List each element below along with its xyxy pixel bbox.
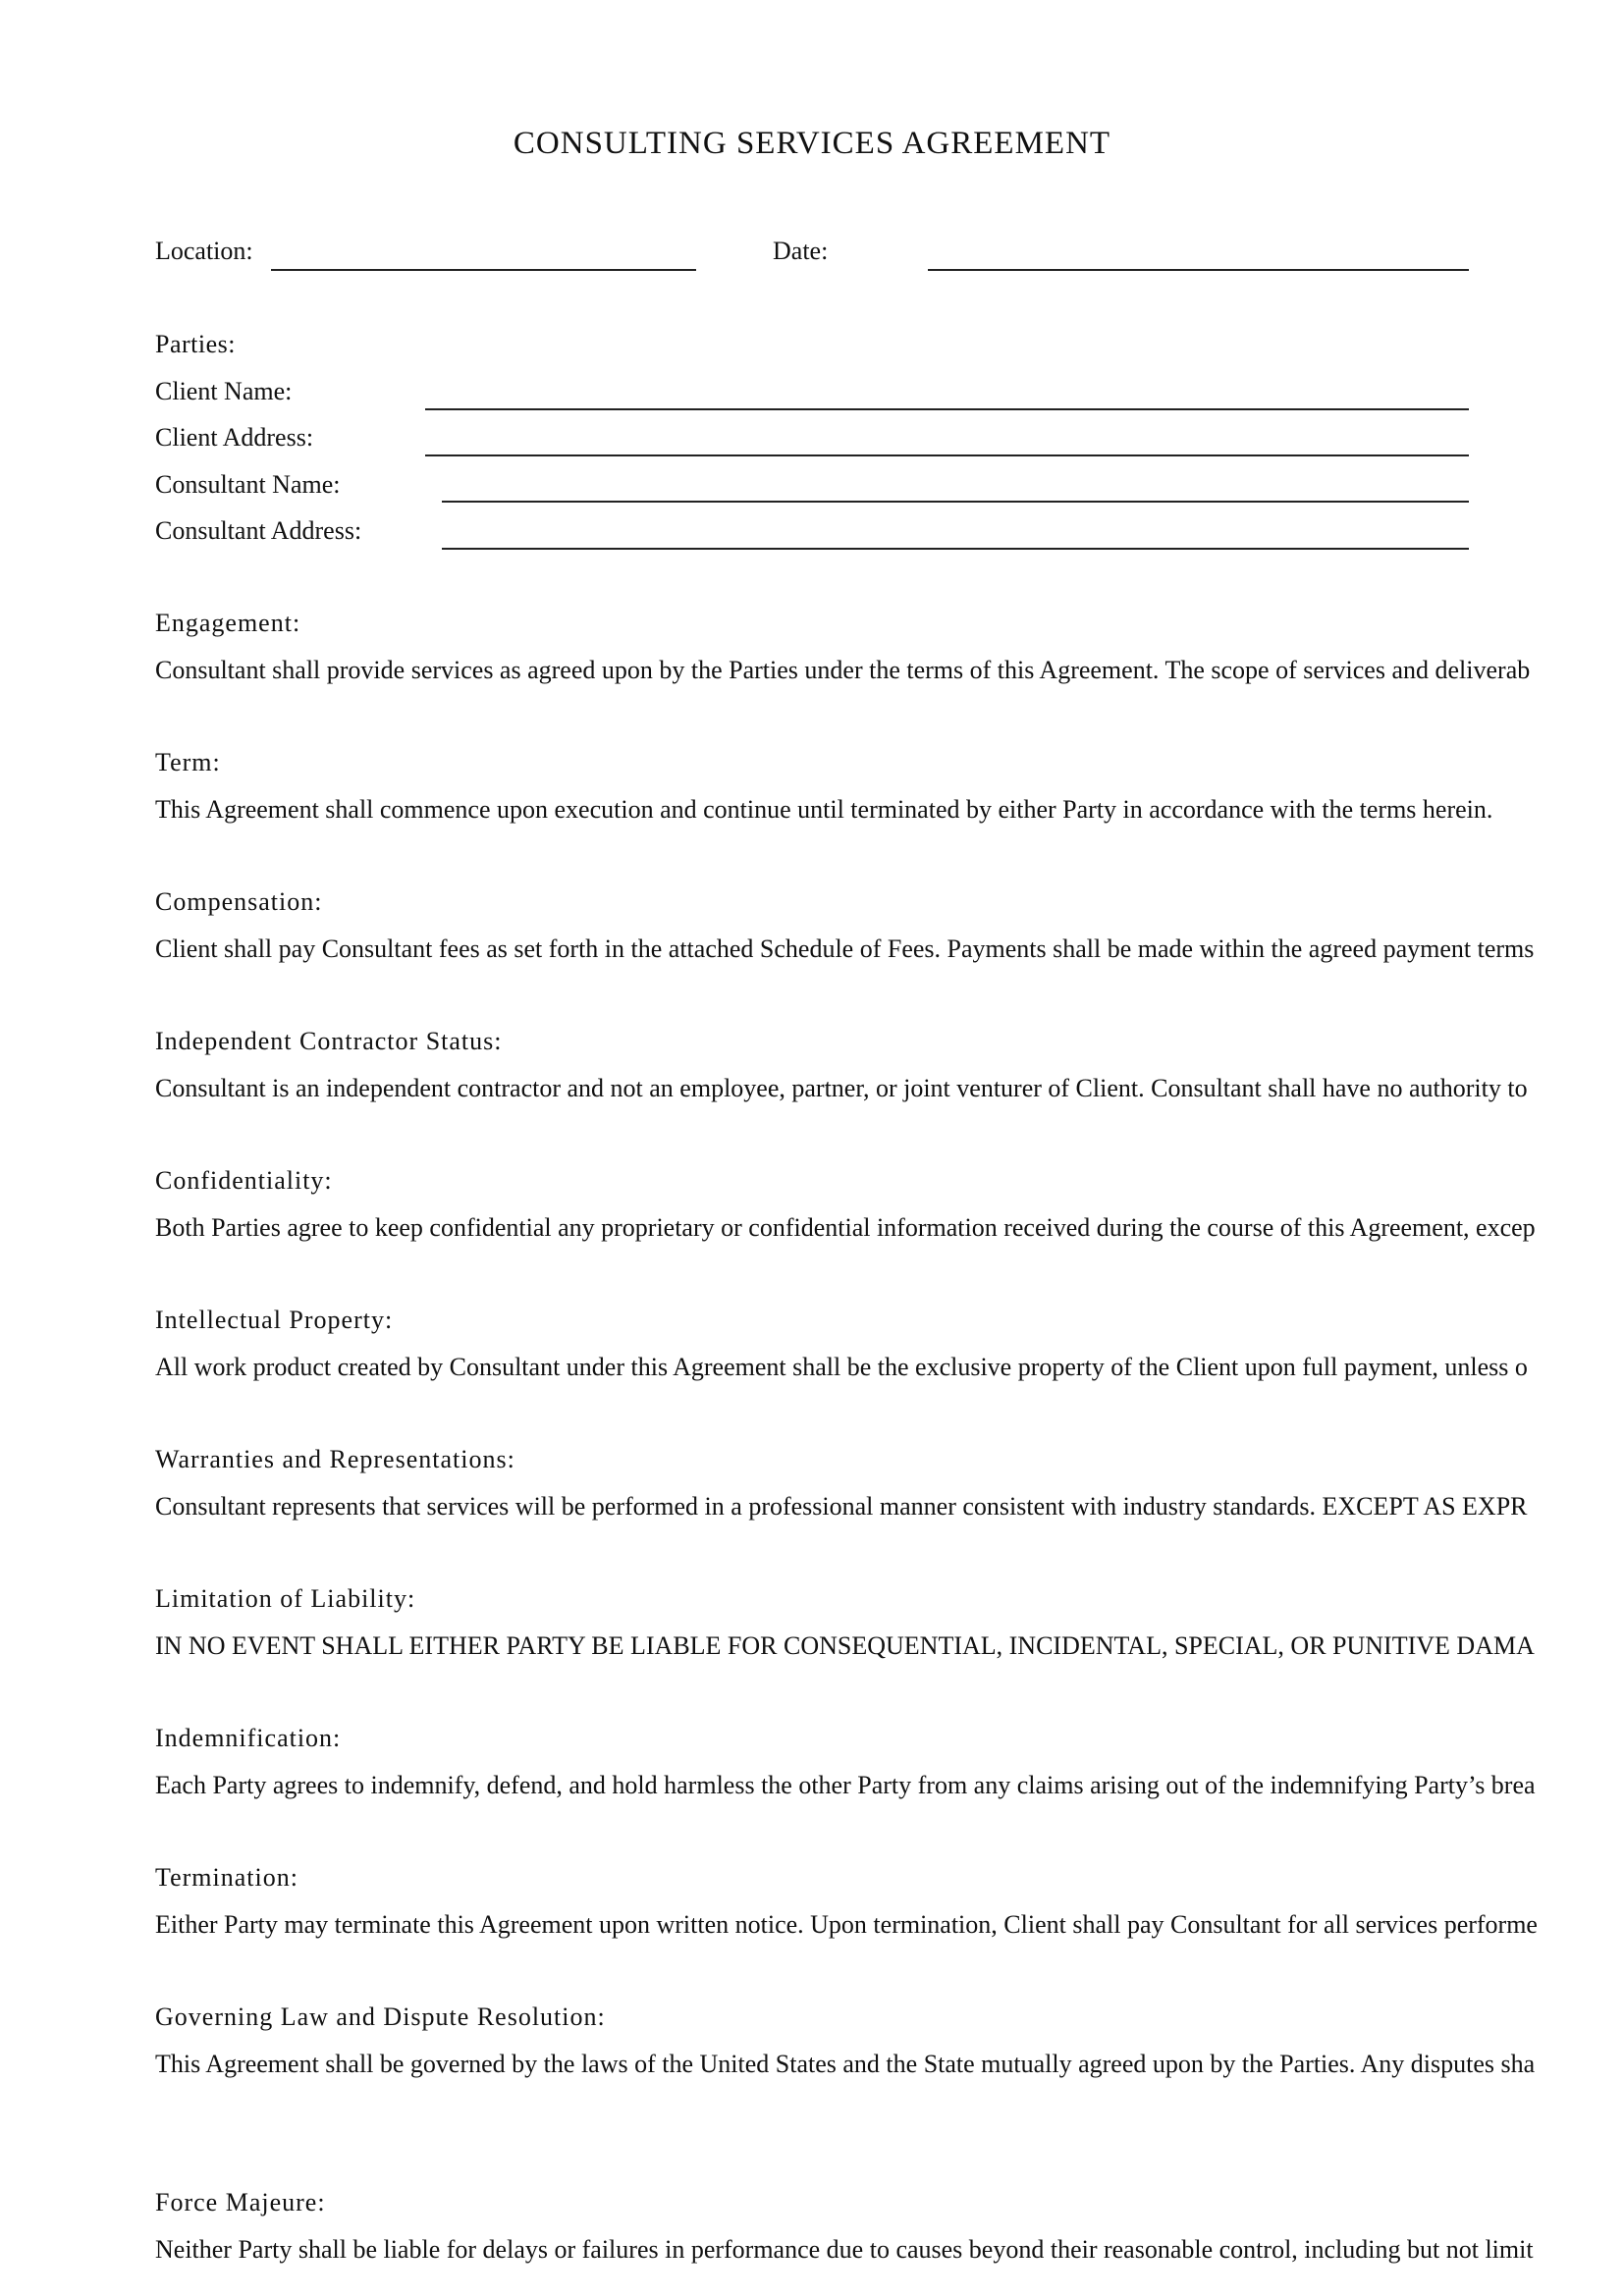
section-text-engagement: Consultant shall provide services as agreed upon by the Parties under the terms of this Agreement. The scope of services and deliverab	[155, 656, 1531, 684]
section-text-term: This Agreement shall commence upon execution and continue until terminated by either Party in accordance with the terms herein.	[155, 795, 1493, 824]
consultant-name-label: Consultant Name:	[155, 470, 341, 499]
client-name-label: Client Name:	[155, 377, 293, 405]
section-heading-termination: Termination:	[155, 1863, 298, 1892]
section-heading-warranties: Warranties and Representations:	[155, 1445, 515, 1473]
section-heading-confidentiality: Confidentiality:	[155, 1166, 333, 1195]
section-text-termination: Either Party may terminate this Agreement upon written notice. Upon termination, Client shall pay Consultant for all services performe	[155, 1910, 1538, 1939]
section-text-limitation-of-liability: IN NO EVENT SHALL EITHER PARTY BE LIABLE FOR CONSEQUENTIAL, INCIDENTAL, SPECIAL, OR PUNITIVE DAMA	[155, 1631, 1535, 1660]
section-text-independent-contractor: Consultant is an independent contractor and not an employee, partner, or joint venturer of Client. Consultant shall have no authority to	[155, 1074, 1528, 1102]
consultant-address-label: Consultant Address:	[155, 516, 362, 545]
section-heading-compensation: Compensation:	[155, 887, 323, 916]
location-field[interactable]	[271, 269, 696, 271]
section-text-indemnification: Each Party agrees to indemnify, defend, and hold harmless the other Party from any claims arising out of the indemnifying Party’s brea	[155, 1771, 1536, 1799]
section-heading-term: Term:	[155, 748, 221, 776]
section-heading-limitation-of-liability: Limitation of Liability:	[155, 1584, 416, 1613]
section-text-warranties: Consultant represents that services will be performed in a professional manner consistent with industry standards. EXCEPT AS EXPR	[155, 1492, 1528, 1521]
section-text-governing-law: This Agreement shall be governed by the laws of the United States and the State mutually agreed upon by the Parties. Any disputes sha	[155, 2050, 1536, 2078]
section-text-confidentiality: Both Parties agree to keep confidential any proprietary or confidential information received during the course of this Agreement, excep	[155, 1213, 1536, 1242]
section-heading-engagement: Engagement:	[155, 609, 301, 637]
date-label: Date:	[773, 237, 829, 265]
location-label: Location:	[155, 237, 253, 265]
document-title: CONSULTING SERVICES AGREEMENT	[513, 126, 1111, 161]
section-text-force-majeure: Neither Party shall be liable for delays or failures in performance due to causes beyond their reasonable control, including but not limit	[155, 2235, 1534, 2264]
section-heading-governing-law: Governing Law and Dispute Resolution:	[155, 2002, 606, 2031]
client-name-field[interactable]	[425, 408, 1469, 410]
section-heading-indemnification: Indemnification:	[155, 1724, 342, 1752]
consultant-address-field[interactable]	[442, 548, 1469, 550]
section-text-compensation: Client shall pay Consultant fees as set forth in the attached Schedule of Fees. Payments shall be made within the agreed payment terms	[155, 934, 1535, 963]
client-address-label: Client Address:	[155, 423, 314, 452]
section-heading-force-majeure: Force Majeure:	[155, 2188, 326, 2216]
section-heading-independent-contractor: Independent Contractor Status:	[155, 1027, 503, 1055]
section-text-intellectual-property: All work product created by Consultant under this Agreement shall be the exclusive property of the Client upon full payment, unless o	[155, 1353, 1528, 1381]
date-field[interactable]	[928, 269, 1469, 271]
client-address-field[interactable]	[425, 454, 1469, 456]
consultant-name-field[interactable]	[442, 501, 1469, 503]
section-heading-intellectual-property: Intellectual Property:	[155, 1306, 394, 1334]
parties-heading: Parties:	[155, 330, 236, 358]
